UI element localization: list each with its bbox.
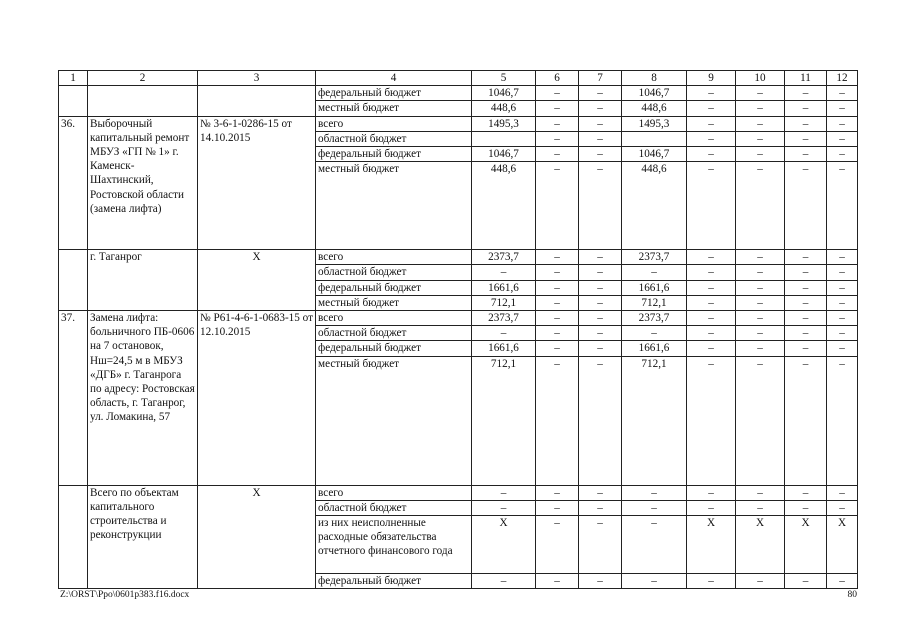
value-cell-col-7: – bbox=[579, 574, 622, 589]
value-cell-col-11: – bbox=[785, 485, 827, 500]
value-cell-col-8: 1661,6 bbox=[622, 280, 687, 295]
value-cell-col-9: – bbox=[687, 86, 736, 101]
value-cell-col-7: – bbox=[579, 101, 622, 116]
value-cell-col-9: – bbox=[687, 131, 736, 146]
value-cell-col-8: 2373,7 bbox=[622, 311, 687, 326]
budget-type-cell: областной бюджет bbox=[316, 500, 472, 515]
value-cell-col-7: – bbox=[579, 86, 622, 101]
value-cell-col-9: – bbox=[687, 574, 736, 589]
value-cell-col-11: – bbox=[785, 265, 827, 280]
budget-type-cell: местный бюджет bbox=[316, 101, 472, 116]
value-cell-col-5: – bbox=[472, 326, 536, 341]
value-cell-col-12: – bbox=[827, 250, 858, 265]
value-cell-col-6: – bbox=[536, 86, 579, 101]
value-cell-col-5: – bbox=[472, 485, 536, 500]
taganrog-total-row bbox=[59, 250, 858, 265]
column-header-12: 12 bbox=[827, 71, 858, 86]
value-cell-col-11: – bbox=[785, 326, 827, 341]
budget-type-cell: федеральный бюджет bbox=[316, 574, 472, 589]
value-cell-col-10: – bbox=[736, 86, 785, 101]
column-header-6: 6 bbox=[536, 71, 579, 86]
value-cell-col-11: – bbox=[785, 341, 827, 356]
x-mark: Х bbox=[198, 250, 316, 311]
value-cell-col-12: – bbox=[827, 326, 858, 341]
value-cell-col-10: – bbox=[736, 280, 785, 295]
city-name: г. Таганрог bbox=[88, 250, 198, 311]
value-cell-col-11: – bbox=[785, 131, 827, 146]
value-cell-col-5: 2373,7 bbox=[472, 311, 536, 326]
value-cell-col-12: – bbox=[827, 356, 858, 485]
value-cell-col-9: – bbox=[687, 356, 736, 485]
value-cell-col-9: – bbox=[687, 250, 736, 265]
column-header-1: 1 bbox=[59, 71, 88, 86]
value-cell-col-7: – bbox=[579, 326, 622, 341]
summary-total-row bbox=[59, 485, 858, 500]
value-cell-col-8: – bbox=[622, 326, 687, 341]
object-name-cell bbox=[88, 86, 198, 116]
value-cell-col-10: Х bbox=[736, 516, 785, 574]
item-36-total-row bbox=[59, 116, 858, 131]
budget-type-cell: всего bbox=[316, 485, 472, 500]
column-header-2: 2 bbox=[88, 71, 198, 86]
value-cell-col-5 bbox=[472, 131, 536, 146]
value-cell-col-12: – bbox=[827, 131, 858, 146]
value-cell-col-6: – bbox=[536, 574, 579, 589]
value-cell-col-10: – bbox=[736, 326, 785, 341]
value-cell-col-10: – bbox=[736, 147, 785, 162]
item-number: 36. bbox=[59, 116, 88, 250]
document-number: № 3-6-1-0286-15 от 14.10.2015 bbox=[198, 116, 316, 250]
value-cell-col-8: – bbox=[622, 500, 687, 515]
value-cell-col-11: – bbox=[785, 500, 827, 515]
document-number: № Р61-4-6-1-0683-15 от 12.10.2015 bbox=[198, 311, 316, 486]
value-cell-col-12: – bbox=[827, 86, 858, 101]
value-cell-col-7: – bbox=[579, 162, 622, 250]
column-header-11: 11 bbox=[785, 71, 827, 86]
value-cell-col-5: 2373,7 bbox=[472, 250, 536, 265]
value-cell-col-10: – bbox=[736, 341, 785, 356]
value-cell-col-10: – bbox=[736, 311, 785, 326]
value-cell-col-5: 1046,7 bbox=[472, 147, 536, 162]
budget-type-cell: всего bbox=[316, 116, 472, 131]
value-cell-col-10: – bbox=[736, 500, 785, 515]
item-37-total-row bbox=[59, 311, 858, 326]
value-cell-col-7: – bbox=[579, 250, 622, 265]
value-cell-col-5: – bbox=[472, 574, 536, 589]
value-cell-col-7: – bbox=[579, 131, 622, 146]
header-row bbox=[59, 71, 858, 86]
value-cell-col-11: – bbox=[785, 311, 827, 326]
value-cell-col-5: 712,1 bbox=[472, 295, 536, 310]
value-cell-col-9: – bbox=[687, 265, 736, 280]
value-cell-col-5: 448,6 bbox=[472, 162, 536, 250]
value-cell-col-6: – bbox=[536, 341, 579, 356]
budget-table bbox=[58, 70, 858, 589]
value-cell-col-10: – bbox=[736, 101, 785, 116]
number-cell bbox=[59, 250, 88, 311]
value-cell-col-7: – bbox=[579, 280, 622, 295]
value-cell-col-7: – bbox=[579, 311, 622, 326]
value-cell-col-11: – bbox=[785, 147, 827, 162]
value-cell-col-11: – bbox=[785, 86, 827, 101]
budget-type-cell: областной бюджет bbox=[316, 265, 472, 280]
value-cell-col-6: – bbox=[536, 131, 579, 146]
value-cell-col-6: – bbox=[536, 500, 579, 515]
value-cell-col-8: 1495,3 bbox=[622, 116, 687, 131]
value-cell-col-6: – bbox=[536, 265, 579, 280]
value-cell-col-12: – bbox=[827, 574, 858, 589]
value-cell-col-6: – bbox=[536, 485, 579, 500]
value-cell-col-7: – bbox=[579, 116, 622, 131]
budget-type-cell: местный бюджет bbox=[316, 162, 472, 250]
value-cell-col-7: – bbox=[579, 147, 622, 162]
budget-type-cell: федеральный бюджет bbox=[316, 280, 472, 295]
value-cell-col-8: – bbox=[622, 574, 687, 589]
value-cell-col-9: Х bbox=[687, 516, 736, 574]
budget-type-cell: областной бюджет bbox=[316, 131, 472, 146]
summary-name: Всего по объектам капитального строительства и реконструкции bbox=[88, 485, 198, 589]
value-cell-col-11: – bbox=[785, 574, 827, 589]
value-cell-col-10: – bbox=[736, 574, 785, 589]
value-cell-col-12: – bbox=[827, 485, 858, 500]
value-cell-col-10: – bbox=[736, 162, 785, 250]
value-cell-col-12: – bbox=[827, 500, 858, 515]
value-cell-col-6: – bbox=[536, 356, 579, 485]
value-cell-col-11: – bbox=[785, 116, 827, 131]
value-cell-col-11: – bbox=[785, 295, 827, 310]
value-cell-col-11: – bbox=[785, 280, 827, 295]
value-cell-col-8: 712,1 bbox=[622, 295, 687, 310]
value-cell-col-8: 448,6 bbox=[622, 101, 687, 116]
budget-type-cell: местный бюджет bbox=[316, 356, 472, 485]
value-cell-col-6: – bbox=[536, 295, 579, 310]
value-cell-col-8: 1046,7 bbox=[622, 147, 687, 162]
value-cell-col-6: – bbox=[536, 311, 579, 326]
value-cell-col-9: – bbox=[687, 280, 736, 295]
footer-file-path: Z:\ORST\Ppo\0601p383.f16.docx bbox=[60, 590, 190, 600]
value-cell-col-6: – bbox=[536, 280, 579, 295]
column-header-4: 4 bbox=[316, 71, 472, 86]
value-cell-col-6: – bbox=[536, 326, 579, 341]
value-cell-col-12: – bbox=[827, 280, 858, 295]
value-cell-col-7: – bbox=[579, 500, 622, 515]
value-cell-col-12: – bbox=[827, 101, 858, 116]
value-cell-col-12: – bbox=[827, 341, 858, 356]
value-cell-col-11: – bbox=[785, 250, 827, 265]
budget-type-cell: федеральный бюджет bbox=[316, 147, 472, 162]
value-cell-col-11: – bbox=[785, 162, 827, 250]
value-cell-col-7: – bbox=[579, 295, 622, 310]
value-cell-col-5: 448,6 bbox=[472, 101, 536, 116]
value-cell-col-12: – bbox=[827, 162, 858, 250]
value-cell-col-8: 1661,6 bbox=[622, 341, 687, 356]
value-cell-col-7: – bbox=[579, 516, 622, 574]
value-cell-col-10: – bbox=[736, 116, 785, 131]
value-cell-col-7: – bbox=[579, 356, 622, 485]
value-cell-col-12: – bbox=[827, 147, 858, 162]
value-cell-col-10: – bbox=[736, 295, 785, 310]
value-cell-col-11: Х bbox=[785, 516, 827, 574]
value-cell-col-12: Х bbox=[827, 516, 858, 574]
document-cell bbox=[198, 86, 316, 116]
object-name: Замена лифта: больничного ПБ-0606 на 7 остановок, Нш=24,5 м в МБУЗ «ДГБ» г. Таганрога по адресу: Ростовская область, г. Таганрог, ул. Ломакина, 57 bbox=[88, 311, 198, 486]
value-cell-col-5: 1495,3 bbox=[472, 116, 536, 131]
budget-type-cell: областной бюджет bbox=[316, 326, 472, 341]
value-cell-col-8: 1046,7 bbox=[622, 86, 687, 101]
value-cell-col-5: 712,1 bbox=[472, 356, 536, 485]
value-cell-col-7: – bbox=[579, 265, 622, 280]
budget-type-cell: федеральный бюджет bbox=[316, 341, 472, 356]
value-cell-col-5: – bbox=[472, 265, 536, 280]
value-cell-col-12: – bbox=[827, 265, 858, 280]
budget-type-cell: местный бюджет bbox=[316, 295, 472, 310]
item-number: 37. bbox=[59, 311, 88, 486]
value-cell-col-10: – bbox=[736, 250, 785, 265]
number-cell bbox=[59, 485, 88, 589]
value-cell-col-5: 1661,6 bbox=[472, 341, 536, 356]
column-header-3: 3 bbox=[198, 71, 316, 86]
value-cell-col-8: – bbox=[622, 485, 687, 500]
value-cell-col-8: – bbox=[622, 516, 687, 574]
budget-type-cell: федеральный бюджет bbox=[316, 86, 472, 101]
value-cell-col-9: – bbox=[687, 147, 736, 162]
value-cell-col-7: – bbox=[579, 341, 622, 356]
value-cell-col-6: – bbox=[536, 162, 579, 250]
x-mark: Х bbox=[198, 485, 316, 589]
value-cell-col-9: – bbox=[687, 116, 736, 131]
value-cell-col-9: – bbox=[687, 101, 736, 116]
value-cell-col-9: – bbox=[687, 485, 736, 500]
value-cell-col-10: – bbox=[736, 131, 785, 146]
value-cell-col-12: – bbox=[827, 116, 858, 131]
value-cell-col-9: – bbox=[687, 500, 736, 515]
value-cell-col-6: – bbox=[536, 516, 579, 574]
number-cell bbox=[59, 86, 88, 116]
budget-type-cell: из них неисполненные расходные обязательства отчетного финансового года bbox=[316, 516, 472, 574]
column-header-8: 8 bbox=[622, 71, 687, 86]
value-cell-col-9: – bbox=[687, 162, 736, 250]
value-cell-col-10: – bbox=[736, 485, 785, 500]
value-cell-col-9: – bbox=[687, 311, 736, 326]
value-cell-col-12: – bbox=[827, 311, 858, 326]
value-cell-col-7: – bbox=[579, 485, 622, 500]
column-header-7: 7 bbox=[579, 71, 622, 86]
value-cell-col-5: – bbox=[472, 500, 536, 515]
value-cell-col-5: 1046,7 bbox=[472, 86, 536, 101]
value-cell-col-12: – bbox=[827, 295, 858, 310]
value-cell-col-11: – bbox=[785, 356, 827, 485]
value-cell-col-6: – bbox=[536, 250, 579, 265]
value-cell-col-8: 2373,7 bbox=[622, 250, 687, 265]
value-cell-col-6: – bbox=[536, 147, 579, 162]
value-cell-col-9: – bbox=[687, 295, 736, 310]
value-cell-col-5: 1661,6 bbox=[472, 280, 536, 295]
column-header-5: 5 bbox=[472, 71, 536, 86]
value-cell-col-9: – bbox=[687, 326, 736, 341]
value-cell-col-10: – bbox=[736, 356, 785, 485]
budget-type-cell: всего bbox=[316, 311, 472, 326]
value-cell-col-8 bbox=[622, 131, 687, 146]
value-cell-col-6: – bbox=[536, 101, 579, 116]
column-header-9: 9 bbox=[687, 71, 736, 86]
budget-type-cell: всего bbox=[316, 250, 472, 265]
value-cell-col-10: – bbox=[736, 265, 785, 280]
value-cell-col-6: – bbox=[536, 116, 579, 131]
column-header-10: 10 bbox=[736, 71, 785, 86]
object-name: Выборочный капитальный ремонт МБУЗ «ГП № 1» г. Каменск-Шахтинский, Ростовской области (замена лифта) bbox=[88, 116, 198, 250]
footer-page-number: 80 bbox=[847, 590, 857, 600]
value-cell-col-8: – bbox=[622, 265, 687, 280]
value-cell-col-5: Х bbox=[472, 516, 536, 574]
continuation-row-federal bbox=[59, 86, 858, 101]
value-cell-col-8: 712,1 bbox=[622, 356, 687, 485]
value-cell-col-11: – bbox=[785, 101, 827, 116]
value-cell-col-9: – bbox=[687, 341, 736, 356]
value-cell-col-8: 448,6 bbox=[622, 162, 687, 250]
